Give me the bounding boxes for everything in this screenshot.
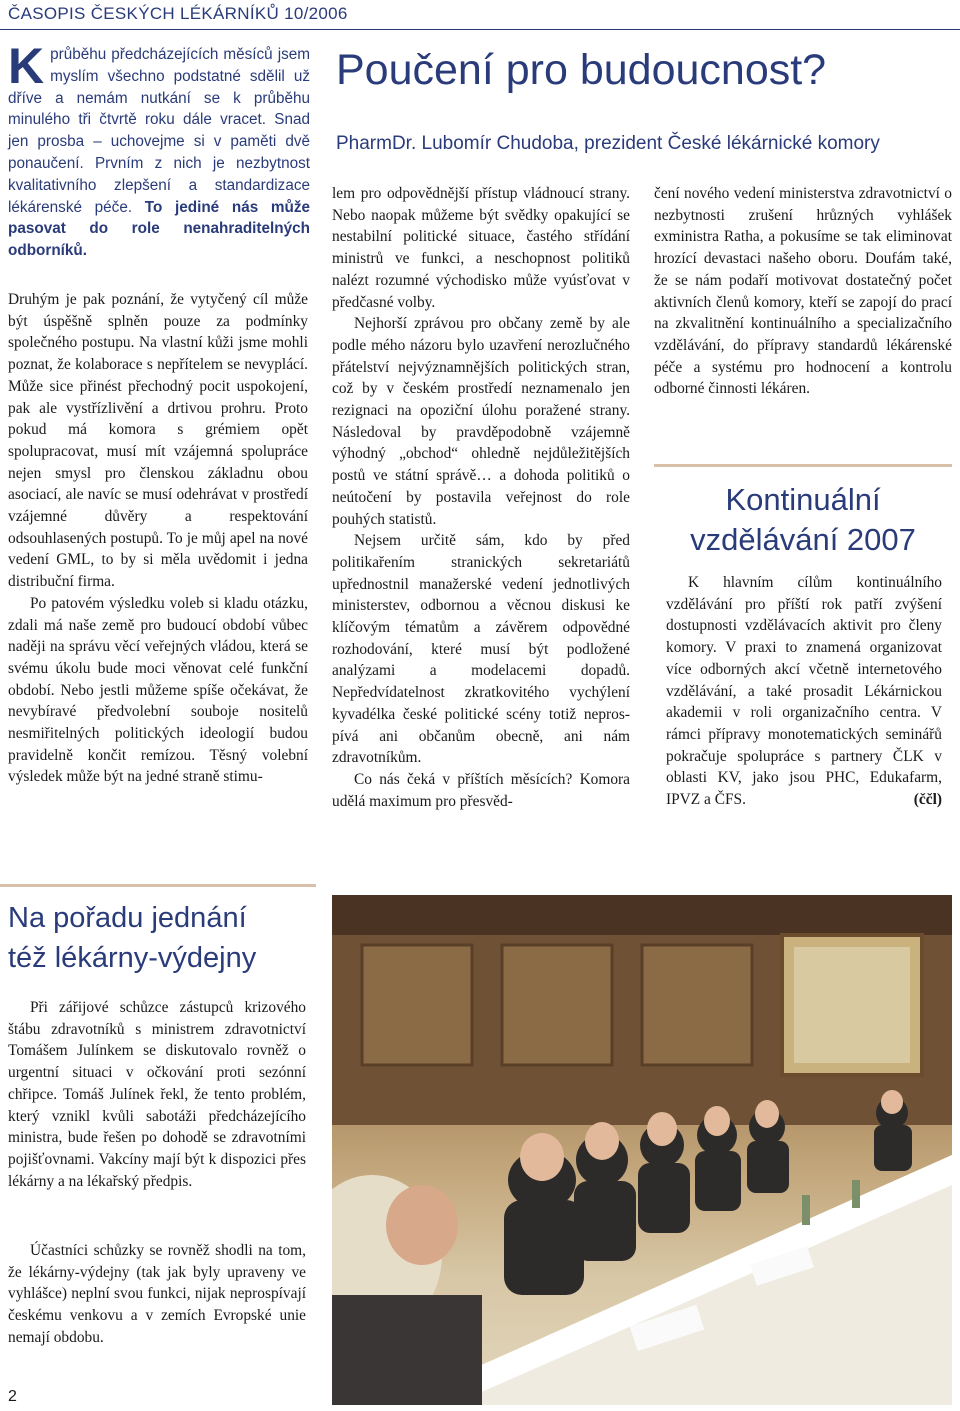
meeting-photo <box>332 895 952 1405</box>
lead-paragraph <box>8 38 310 262</box>
kontinualni-text: K hlavním cílům kontinuálního vzdělávání pro příští rok patří zvýšení dostupnosti vzdělávacích aktivit pro členy komory. V praxi to znamená organizovat více odborných akcí včetně internetového vzdělávání, a také prosadit Lékárnickou akademii v roli organizačního centra. V rámci přípravy monotematických seminářů pokračuje spolupráce s partnery ČLK v oblasti KV, jako jsou PHC, Edukafarm, IPVZ a ČFS. <box>666 574 942 809</box>
col2-paragraph: Nejhorší zprávou pro občany země by ale podle mého názoru bylo uzavření nerozlučného přátelství nejvýznamnějších politických stran, což by v českém prostředí neznamenalo jen rezignaci na opoziční úlohu poražené strany. Následoval by pravděpodobně vzájemně výhodný „obchod“ ohledně nejdůležitějších postů ve státní správě… a dohoda politiků o neútočení by postavila veřejnost do role pouhých statistů. <box>332 315 630 528</box>
kontinualni-title-line: Kontinuální <box>725 482 881 517</box>
col2-paragraph: Co nás čeká v příštích měsících? Komora udělá maximum pro přesvěd- <box>332 770 630 810</box>
column-1 <box>8 289 308 788</box>
na-poradu-title <box>8 898 314 978</box>
meeting-photo-illustration <box>332 895 952 1405</box>
column-2 <box>332 183 630 812</box>
article-byline: PharmDr. Lubomír Chudoba, prezident České lékárnické komory <box>336 133 880 154</box>
kontinualni-title-line: vzdělávání 2007 <box>690 522 916 557</box>
kontinualni-signature: (ččl) <box>913 791 942 809</box>
kontinualni-paragraph <box>666 572 942 811</box>
column-3 <box>654 183 952 400</box>
na-poradu-title-line: Na pořadu jednání <box>8 902 247 934</box>
na-poradu-paragraph: Při zářijové schůzce zástupců krizového štábu zdravotníků s ministrem zdravotnictví Tomášem Julínkem se diskutovalo rovněž o urgentní situaci v očkování proti sezónní chřipce. Tomáš Julínek řekl, že tento problém, který vznikl kvůli sabotáži předcházejícího ministra, bude řešen po dohodě se zdravotními pojišťovnami. Vakcíny mají být k dispozici přes lékárny a na lékařský předpis. <box>8 999 306 1190</box>
col1-paragraph: Druhým je pak poznání, že vytyčený cíl může být úspěšně splněn pouze za podmínky společného postupu. Na vlastní kůži jsme mohli poznat, že kolaborace s nepřítelem se nevyplácí. Může sice přinést přechodný pocit uspokojení, pak ale vystřízlivění a drtivou prohru. Proto pokud má komora s grémiem opět spolupracovat, musí mít vzájemná spolupráce nejen smysl pro členskou základnu obou asociací, ale navíc se musí odehrávat v prostředí vzájemné důvěry a respektování odsouhlasených postupů. To je můj apel na nové vedení GML, to by si měla uvědomit i jedna distribuční firma. <box>8 291 308 591</box>
lead-text-bold: To jediné nás může pasovat do role nenahraditelných odborníků. <box>8 198 310 260</box>
journal-header: ČASOPIS ČESKÝCH LÉKÁRNÍKŮ 10/2006 <box>8 4 348 23</box>
col1-paragraph: Po patovém výsledku voleb si kladu otázku, zdali má naše země pro budoucí období vůbec naději na správu věcí veřejných vládou, která se svému úkolu bude moci věnovat celé funkční období. Nebo jestli můžeme spíše očekávat, že nevybíravé předvolební souboje nositelů nesmiřitelných politických ideologií budou pravidelně končit remízou. Těsný volební výsledek může být na jedné straně stimu- <box>8 594 308 786</box>
lead-text: průběhu předcházejících měsíců jsem myslím všechno podstatné sdělil už dříve a nemám nutkání se k průběhu minulého tři čtvrtě roku dále vracet. Snad jen prosba – uchovejme si v paměti dvě ponaučení. Prvním z nich je nezbytnost kvalitativního zlepšení a standardizace lékárenské péče. <box>8 46 310 216</box>
page-number: 2 <box>8 1388 17 1405</box>
kontinualni-body <box>666 572 942 811</box>
col2-paragraph: Nejsem určitě sám, kdo by před politikařením stranických sekretariátů upřednostnil manažerské vedení jednotlivých ministerstev, odbornou a věcnou diskusi ke klíčovým tématům a závěrem odpovědné rozhodování, které musí být podložené analýzami a modelacemi dopadů. Nepředvídatelnost zkratkovitého vychýlení kyvadélka české politické scény totiž neprospívá ani občanům obecně, ani nám zdravotníkům. <box>332 532 630 767</box>
na-poradu-body-2 <box>8 1240 306 1349</box>
na-poradu-body <box>8 997 306 1192</box>
article-title: Poučení pro budoucnost? <box>336 46 827 94</box>
na-poradu-paragraph: Účastníci schůzky se rovněž shodli na tom, že lékárny-výdejny (tak jak byly upraveny ve vyhlášce) neplní svou funkci, nijak neprospívají českému venkovu a v zemích Evropské unie nemají obdobu. <box>8 1242 306 1346</box>
drop-cap: K <box>8 38 45 94</box>
col3-paragraph: čení nového vedení ministerstva zdravotnictví o nezbytnosti zrušení hrůzných vyhlášek exministra Ratha, a pokusíme se tak eliminovat hrozící devastaci našeho oboru. Doufám také, že se nám podaří motivovat dostatečný počet aktivních členů komory, kteří se zapojí do prací na zkvalitnění kontinuálního a specializačního vzdělávání, do přípravy standardů lékárenské péče a systému pro hodnocení a kontrolu odborné činnosti lékáren. <box>654 185 952 398</box>
kontinualni-title <box>654 480 952 560</box>
header-rule <box>0 29 960 30</box>
col2-paragraph: lem pro odpovědnější přístup vládnoucí strany. Nebo naopak můžeme být svědky opakující se nestabilní politické situace, častého střídání ministrů ve funkci, a neschopnost politiků nalézt rozumné východisko může vyúsťovat v předčasné volby. <box>332 185 630 311</box>
na-poradu-title-line: též lékárny-výdejny <box>8 942 257 974</box>
